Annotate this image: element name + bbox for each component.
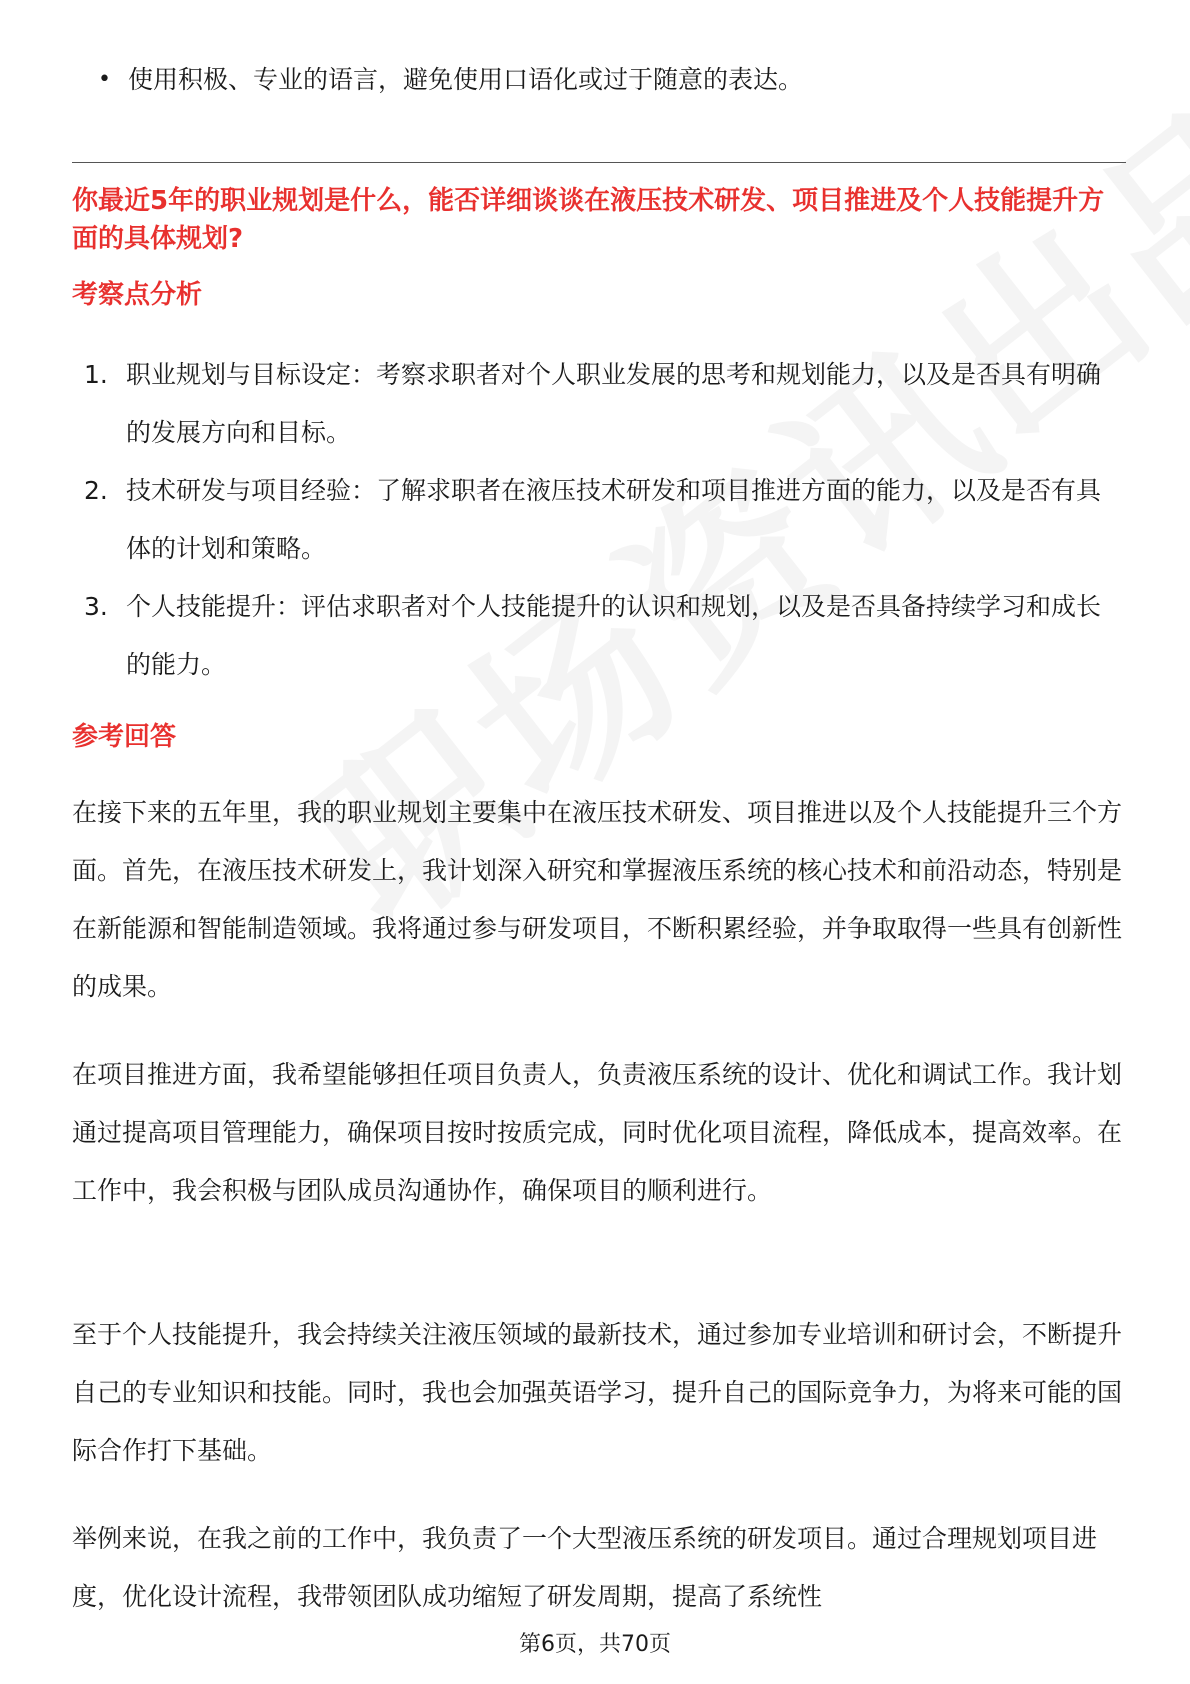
list-item-text: 技术研发与项目经验：了解求职者在液压技术研发和项目推进方面的能力，以及是否有具体的计划和策略。 [126, 476, 1102, 563]
list-item-number: 1. [84, 360, 108, 389]
bullet-text: 使用积极、专业的语言，避免使用口语化或过于随意的表达。 [128, 65, 804, 94]
analysis-list [84, 346, 1124, 694]
question-heading: 你最近5年的职业规划是什么，能否详细谈谈在液压技术研发、项目推进及个人技能提升方面的具体规划? [72, 186, 1105, 254]
bullet-item [98, 60, 1118, 100]
list-item [84, 462, 1124, 578]
page-number: 第6页，共70页 [519, 1632, 671, 1657]
answer-paragraph: 举例来说，在我之前的工作中，我负责了一个大型液压系统的研发项目。通过合理规划项目进度，优化设计流程，我带领团队成功缩短了研发周期，提高了系统性 [72, 1524, 1098, 1611]
list-item-number: 3. [84, 592, 108, 621]
answer-paragraph: 在接下来的五年里，我的职业规划主要集中在液压技术研发、项目推进以及个人技能提升三个方面。首先，在液压技术研发上，我计划深入研究和掌握液压系统的核心技术和前沿动态，特别是在新能源和智能制造领域。我将通过参与研发项目，不断积累经验，并争取取得一些具有创新性的成果。 [72, 798, 1123, 1001]
section-divider [72, 162, 1126, 163]
list-item-number: 2. [84, 476, 108, 505]
answer-paragraph: 至于个人技能提升，我会持续关注液压领域的最新技术，通过参加专业培训和研讨会，不断提升自己的专业知识和技能。同时，我也会加强英语学习，提升自己的国际竞争力，为将来可能的国际合作打下基础。 [72, 1320, 1123, 1465]
list-item-text: 职业规划与目标设定：考察求职者对个人职业发展的思考和规划能力，以及是否具有明确的发展方向和目标。 [126, 360, 1102, 447]
list-item [84, 578, 1124, 694]
answer-paragraph: 在项目推进方面，我希望能够担任项目负责人，负责液压系统的设计、优化和调试工作。我计划通过提高项目管理能力，确保项目按时按质完成，同时优化项目流程，降低成本，提高效率。在工作中，我会积极与团队成员沟通协作，确保项目的顺利进行。 [72, 1060, 1123, 1205]
answer-title: 参考回答 [72, 722, 177, 752]
bullet-dot-icon: • [98, 67, 111, 92]
analysis-title: 考察点分析 [72, 280, 203, 310]
list-item-text: 个人技能提升：评估求职者对个人技能提升的认识和规划，以及是否具备持续学习和成长的能力。 [126, 592, 1102, 679]
list-item [84, 346, 1124, 462]
